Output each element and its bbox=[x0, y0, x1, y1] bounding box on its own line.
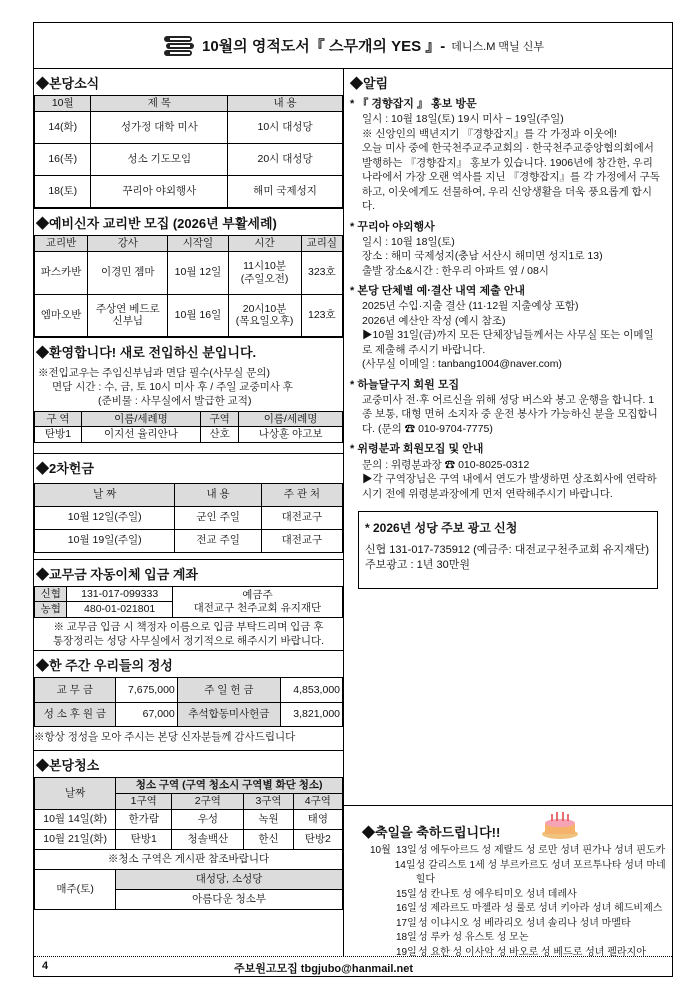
notice-title: * 『 경향잡지 』 홍보 방문 bbox=[350, 98, 477, 110]
section-heading: ◆알림 bbox=[350, 76, 389, 91]
notice-item bbox=[344, 218, 672, 283]
month bbox=[370, 888, 396, 903]
saints: 성 갈리스토 1세 성 부르카르도 성녀 포르투나타 성녀 마네힐다 bbox=[415, 859, 666, 885]
section-heading: ◆예비신자 교리반 모집 (2026년 부활세례) bbox=[36, 216, 277, 231]
table-row bbox=[35, 252, 343, 295]
col-header: 이름/세례명 bbox=[81, 411, 200, 427]
ad-line: 주보광고 : 1년 30만원 bbox=[365, 559, 470, 572]
cell: 한가람 bbox=[116, 809, 172, 829]
cell: 태영 bbox=[293, 809, 342, 829]
col-header: 날 짜 bbox=[35, 483, 175, 506]
saints: 성 칸나토 성 에우티미오 성녀 데레사 bbox=[418, 888, 577, 900]
account-number: 480-01-021801 bbox=[67, 602, 172, 618]
books-icon bbox=[162, 34, 196, 58]
cell: 녹원 bbox=[244, 809, 293, 829]
label: 추석합동미사헌금 bbox=[177, 702, 280, 727]
amount: 67,000 bbox=[115, 702, 177, 727]
cell: 나상훈 야고보 bbox=[239, 427, 343, 443]
cell: 10시 대성당 bbox=[228, 112, 343, 144]
section-heading: ◆한 주간 우리들의 정성 bbox=[36, 658, 173, 674]
dues-section bbox=[34, 560, 343, 652]
cell: 산호 bbox=[201, 427, 239, 443]
section-heading: ◆2차헌금 bbox=[36, 460, 94, 476]
col-header: 이름/세례명 bbox=[239, 411, 343, 427]
col-header: 2구역 bbox=[172, 794, 244, 810]
cell: 이지선 율리안나 bbox=[81, 427, 200, 443]
notice-line: 출발 장소&시간 : 한우리 아파트 옆 / 08시 bbox=[362, 264, 549, 277]
notice-line: ▶각 구역장님은 구역 내에서 연도가 발생하면 상조회사에 연락하시기 전에 위령분과장에게 먼저 연락해주시기 바랍니다. bbox=[362, 473, 657, 500]
cell: 주상연 베드로 신부님 bbox=[88, 294, 168, 337]
birthday-section bbox=[344, 806, 672, 960]
note-line: 면담 시간 : 수, 금, 토 10시 미사 후 / 주일 교중미사 후 bbox=[52, 381, 293, 394]
header-author: 데니스.M 맥닐 신부 bbox=[451, 40, 544, 53]
cell: 청솔백산 bbox=[172, 829, 244, 849]
col-header: 교리실 bbox=[301, 236, 342, 252]
cell: 탄방2 bbox=[293, 829, 342, 849]
offering-table bbox=[34, 677, 343, 727]
col-header: 10월 bbox=[35, 96, 91, 112]
cell: 파스카반 bbox=[35, 252, 88, 295]
notice-item bbox=[344, 440, 672, 505]
notice-item bbox=[344, 376, 672, 441]
col-header: 제 목 bbox=[91, 96, 228, 112]
day: 14일 bbox=[394, 859, 416, 871]
cell: 전교 주일 bbox=[175, 529, 261, 552]
catechumen-section bbox=[34, 209, 343, 338]
col-header: 4구역 bbox=[293, 794, 342, 810]
notice-line: (사무실 이메일 : tanbang1004@naver.com) bbox=[362, 358, 562, 371]
label: 교 무 금 bbox=[35, 678, 116, 703]
footer-contact: 주보원고모집 tbgjubo@hanmail.net bbox=[234, 963, 413, 975]
ad-line: 신협 131-017-735912 (예금주: 대전교구천주교회 유지재단) bbox=[365, 543, 649, 556]
table-row bbox=[35, 144, 343, 176]
amount: 7,675,000 bbox=[115, 678, 177, 703]
table-row bbox=[35, 702, 343, 727]
notice-title: * 꾸리아 야외행사 bbox=[350, 220, 435, 233]
note-line: (준비물 : 사무실에서 발급한 교적) bbox=[98, 395, 252, 408]
month bbox=[370, 931, 396, 946]
notice-line: 교중미사 전·후 어르신을 위해 성당 버스와 봉고 운행을 합니다. 1종 보통, 대형 면허 소지자 중 운전 봉사가 가능하신 분을 모집합니다. (문의 ☎ 010-9704-7775) bbox=[362, 393, 658, 435]
note-line: ※전입교우는 주임신부님과 면담 필수(사무실 문의) bbox=[38, 367, 271, 379]
cell: 10월 19일(주일) bbox=[35, 529, 175, 552]
notice-line: 장소 : 해미 국제성지(충남 서산시 해미면 성지1로 13) bbox=[362, 250, 603, 263]
section-heading: ◆본당청소 bbox=[36, 758, 100, 774]
day: 15일 bbox=[396, 888, 417, 900]
notice-line: 일시 : 10월 18일(토) 19시 미사 ~ 19일(주일) bbox=[362, 113, 564, 126]
bank-name: 신협 bbox=[35, 586, 67, 602]
welcome-section bbox=[34, 338, 343, 454]
feast-row bbox=[370, 888, 672, 903]
cake-icon bbox=[540, 810, 580, 840]
day: 19일 bbox=[396, 946, 417, 958]
page-number: 4 bbox=[42, 960, 49, 972]
col-header: 시간 bbox=[228, 236, 301, 252]
col-header: 1구역 bbox=[116, 794, 172, 810]
cleaning-table bbox=[34, 777, 343, 909]
saints: 성 요한 성 이사악 성 바오로 성 베드로 성녀 펠라지아 bbox=[418, 946, 646, 958]
label: 주 일 헌 금 bbox=[177, 678, 280, 703]
welcome-notes bbox=[34, 364, 343, 411]
saints: 성 루카 성 유스토 성 모논 bbox=[418, 932, 529, 943]
cell: 11시10분 (주일오전) bbox=[228, 252, 301, 295]
header bbox=[34, 23, 672, 69]
notice-line: 2025년 수입·지출 결산 (11·12월 지출예상 포함) bbox=[362, 300, 579, 313]
month bbox=[370, 859, 395, 888]
second-collection-section bbox=[34, 454, 343, 560]
notice-line: 오늘 미사 중에 한국천주교주교회의 · 한국천주교중앙협의회에서 발행하는 『경향잡지』 홍보가 있습니다. 1906년에 창간한, 우리나라에서 가장 오랜 역사를 지닌 『경향잡지』를 각 가정에서 구독하고, 이웃에게도 선물하여, 우리 신앙생활을 더욱 풍요롭게 합시다. bbox=[362, 142, 660, 213]
col-header: 날짜 bbox=[35, 778, 116, 809]
dues-note bbox=[34, 618, 343, 650]
table-row bbox=[35, 112, 343, 144]
col-header: 3구역 bbox=[244, 794, 293, 810]
month bbox=[370, 902, 396, 917]
month: 10월 bbox=[370, 845, 391, 856]
offering-section bbox=[34, 651, 343, 751]
table-row bbox=[35, 294, 343, 337]
cell: 성가정 대학 미사 bbox=[91, 112, 228, 144]
right-column bbox=[344, 69, 672, 956]
feast-row bbox=[370, 902, 672, 917]
cell: 대전교구 bbox=[261, 529, 342, 552]
section-heading: ◆교무금 자동이체 입금 계좌 bbox=[36, 566, 198, 582]
cell: 18(토) bbox=[35, 176, 91, 208]
cell: 아름다운 청소부 bbox=[116, 889, 343, 909]
col-header: 주 관 처 bbox=[261, 483, 342, 506]
notice-title: * 본당 단체별 예·결산 내역 제출 안내 bbox=[350, 285, 526, 298]
news-table bbox=[34, 95, 343, 208]
welcome-table bbox=[34, 411, 343, 443]
day: 17일 bbox=[396, 917, 417, 929]
ad-title: * 2026년 성당 주보 광고 신청 bbox=[365, 521, 518, 536]
cell: 성소 기도모임 bbox=[91, 144, 228, 176]
catechumen-table bbox=[34, 235, 343, 337]
feast-row bbox=[370, 859, 672, 888]
cell: 군인 주일 bbox=[175, 506, 261, 529]
table-row bbox=[35, 506, 343, 529]
table-row bbox=[35, 829, 343, 849]
left-column bbox=[34, 69, 344, 956]
cell: 엠마오반 bbox=[35, 294, 88, 337]
cell: 20시10분 (목요일오후) bbox=[228, 294, 301, 337]
table-row bbox=[35, 529, 343, 552]
cell: 매주(토) bbox=[35, 869, 116, 909]
table-row bbox=[35, 176, 343, 208]
col-header: 청소 구역 (구역 청소시 구역별 화단 청소) bbox=[116, 778, 343, 794]
holder-label: 예금주 bbox=[242, 589, 273, 602]
cell: 323호 bbox=[301, 252, 342, 295]
day: 18일 bbox=[396, 932, 417, 943]
amount: 3,821,000 bbox=[281, 702, 343, 727]
col-header: 내 용 bbox=[228, 96, 343, 112]
cell: 대성당, 소성당 bbox=[116, 869, 343, 889]
cell: 10월 14일(화) bbox=[35, 809, 116, 829]
note-line: 통장정리는 성당 사무실에서 정기적으로 해주시기 바랍니다. bbox=[52, 635, 325, 648]
section-heading: ◆본당소식 bbox=[36, 76, 100, 91]
notice-title: * 하늘달구지 회원 모집 bbox=[350, 378, 460, 391]
notice-line: 2026년 예산안 작성 (예시 참조) bbox=[362, 314, 506, 327]
notice-item bbox=[344, 95, 672, 218]
label: 성 소 후 원 금 bbox=[35, 702, 116, 727]
notice-title: * 위령분과 회원모집 및 안내 bbox=[350, 443, 484, 456]
cell: 탄방1 bbox=[116, 829, 172, 849]
cell: 123호 bbox=[301, 294, 342, 337]
dues-table bbox=[34, 586, 343, 618]
cell: 대전교구 bbox=[261, 506, 342, 529]
header-title: 10월의 영적도서『 스무개의 YES 』- bbox=[202, 38, 446, 55]
notice-item bbox=[344, 282, 672, 376]
cell: 우성 bbox=[172, 809, 244, 829]
cell: 탄방1 bbox=[35, 427, 82, 443]
cell: 꾸리아 야외행사 bbox=[91, 176, 228, 208]
saints: 성 제라르도 마젤라 성 룰로 성녀 키아라 성녀 헤드비제스 bbox=[418, 903, 663, 914]
col-header: 교리반 bbox=[35, 236, 88, 252]
saints: 성 이냐시오 성 베라리오 성녀 솔리나 성녀 마멜타 bbox=[418, 917, 631, 929]
cleaning-section bbox=[34, 751, 343, 909]
account-holder bbox=[172, 586, 342, 617]
col-header: 구 역 bbox=[35, 411, 82, 427]
cell: 10월 21일(화) bbox=[35, 829, 116, 849]
cell: 20시 대성당 bbox=[228, 144, 343, 176]
col-header: 내 용 bbox=[175, 483, 261, 506]
news-section bbox=[34, 69, 343, 209]
offering-note: ※항상 정성을 모아 주시는 본당 신자분들께 감사드립니다 bbox=[34, 731, 296, 744]
col-header: 시작일 bbox=[168, 236, 228, 252]
cell: 10월 16일 bbox=[168, 294, 228, 337]
footer bbox=[34, 956, 672, 976]
account-number: 131-017-099333 bbox=[67, 586, 172, 602]
cell: 14(화) bbox=[35, 112, 91, 144]
cleaning-note: ※청소 구역은 게시판 참조바랍니다 bbox=[35, 849, 343, 869]
cell: 16(목) bbox=[35, 144, 91, 176]
feast-row bbox=[370, 917, 672, 932]
notice-line: 일시 : 10월 18일(토) bbox=[362, 235, 455, 248]
amount: 4,853,000 bbox=[281, 678, 343, 703]
notices-section bbox=[344, 69, 672, 806]
second-collection-table bbox=[34, 483, 343, 553]
ad-box bbox=[358, 511, 658, 589]
day: 13일 bbox=[396, 845, 417, 856]
note-line: ※ 교무금 입금 시 책정자 이름으로 입금 부탁드리며 입금 후 bbox=[53, 620, 324, 633]
table-row bbox=[35, 678, 343, 703]
notice-line: ※ 신앙인의 백년지기 『경향잡지』를 각 가정과 이웃에! bbox=[362, 127, 617, 140]
table-row bbox=[35, 427, 343, 443]
cell: 10월 12일(주일) bbox=[35, 506, 175, 529]
section-heading: ◆환영합니다! 새로 전입하신 분입니다. bbox=[36, 345, 257, 360]
notice-line: 문의 : 위령분과장 ☎ 010-8025-0312 bbox=[362, 458, 530, 471]
cell: 10월 12일 bbox=[168, 252, 228, 295]
feast-row bbox=[370, 844, 672, 859]
month bbox=[370, 917, 396, 932]
feast-row bbox=[370, 931, 672, 946]
holder-name: 대전교구 천주교회 유지재단 bbox=[193, 601, 322, 614]
bank-name: 농협 bbox=[35, 602, 67, 618]
day: 16일 bbox=[396, 903, 417, 914]
section-heading: ◆축일을 축하드립니다!! bbox=[362, 825, 501, 840]
notice-line: ▶10월 31일(금)까지 모든 단체장님들께서는 사무실 또는 이메일로 제출해 주시기 바랍니다. bbox=[362, 329, 654, 356]
cell: 한신 bbox=[244, 829, 293, 849]
col-header: 구역 bbox=[201, 411, 239, 427]
table-row bbox=[35, 809, 343, 829]
bulletin-page bbox=[33, 22, 673, 977]
cell: 이경민 젬마 bbox=[88, 252, 168, 295]
col-header: 강사 bbox=[88, 236, 168, 252]
saints: 성 에두아르드 성 제랄드 성 로만 성녀 핀가나 성녀 핀도카 bbox=[418, 845, 666, 856]
cell: 해미 국제성지 bbox=[228, 176, 343, 208]
